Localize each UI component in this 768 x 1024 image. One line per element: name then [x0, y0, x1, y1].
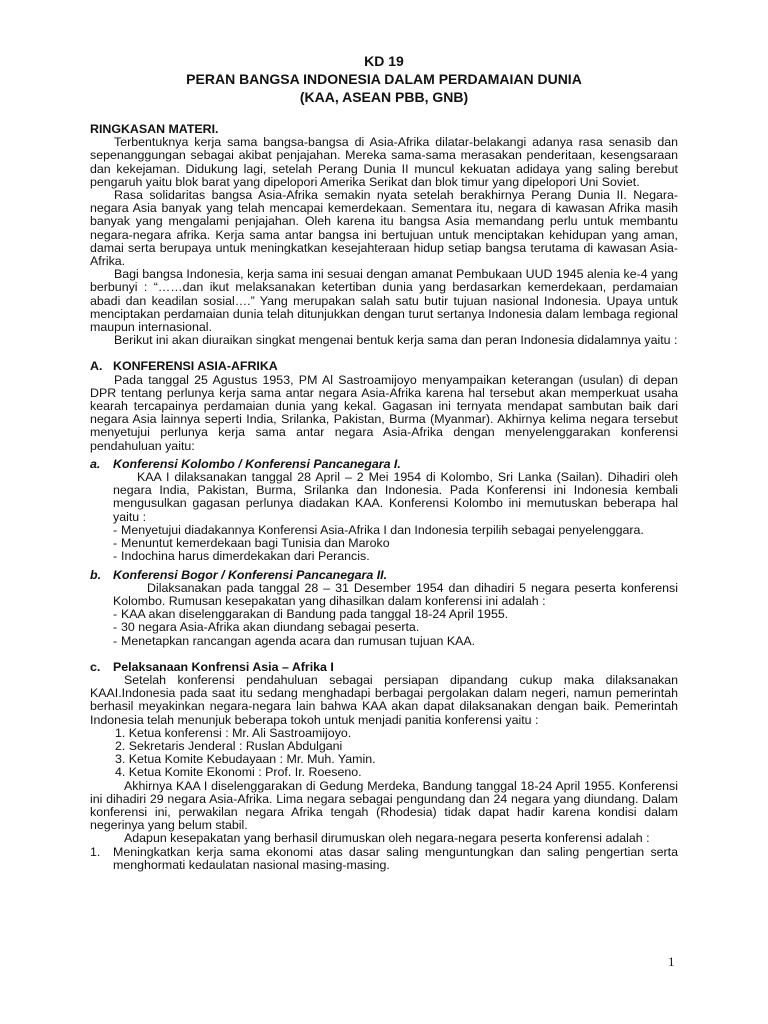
subsection-b-heading: [90, 569, 678, 582]
subsection-label: c.: [90, 659, 101, 674]
list-item: 1. Ketua konferensi : Mr. Ali Sastroamijoyo.: [115, 725, 352, 740]
subsection-c-paragraph: Adapun kesepakatan yang berhasil dirumuskan oleh negara-negara peserta konferensi adalah :: [124, 831, 650, 846]
panitia-list: [115, 727, 678, 780]
list-item: 2. Sekretaris Jenderal : Ruslan Abdulgani: [115, 738, 343, 753]
page-number: 1: [668, 954, 675, 969]
ringkasan-paragraph: Berikut ini akan diuraikan singkat mengenai bentuk kerja sama dan peran Indonesia didalamnya yaitu :: [114, 333, 678, 348]
section-title: KONFERENSI ASIA-AFRIKA: [113, 359, 278, 374]
subsection-label: b.: [90, 567, 102, 582]
subsection-b-paragraph: Dilaksanakan pada tanggal 28 – 31 Desember 1954 dan dihadiri 5 negara peserta konferensi Kolombo. Rumusan kesepakatan yang dihasilkan dalam konferensi ini adalah :: [113, 580, 678, 608]
document-title: PERAN BANGSA INDONESIA DALAM PERDAMAIAN DUNIA: [186, 71, 582, 87]
subsection-a-paragraph: KAA I dilaksanakan tanggal 28 April – 2 Mei 1954 di Kolombo, Sri Lanka (Sailan). Dihadiri oleh negara India, Pakistan, Burma, Srilanka dan Indonesia. Pada Konferensi ini Indonesia kembali mengusulkan gagasan perlunya diadakan KAA. Konferensi Kolombo ini memutuskan beberapa hal yaitu :: [113, 470, 678, 524]
subsection-label: a.: [90, 456, 101, 471]
list-item: - Menetapkan rancangan agenda acara dan rumusan tujuan KAA.: [113, 633, 476, 648]
document-subtitle: (KAA, ASEAN PBB, GNB): [299, 89, 469, 105]
list-item: - 30 negara Asia-Afrika akan diundang sebagai peserta.: [113, 620, 420, 635]
list-item: - Indochina harus dimerdekakan dari Perancis.: [113, 549, 370, 564]
subsection-title: Pelaksanaan Konfrensi Asia – Afrika I: [113, 659, 334, 674]
section-a-heading: [90, 360, 678, 373]
subsection-c-paragraph: Setelah konferensi pendahuluan sebagai persiapan dipandang cukup maka dilaksanakan KAAI.Indonesia pada saat itu sedang menghadapi berbagai pergolakan dalam negeri, namun pemerintah berhasil meyakinkan negara-negara lain bahwa KAA akan dapat dilaksanakan dengan baik. Pemerintah Indonesia telah menunjuk beberapa tokoh untuk menjadi panitia konferensi yaitu :: [90, 672, 678, 727]
ringkasan-paragraph: Bagi bangsa Indonesia, kerja sama ini sesuai dengan amanat Pembukaan UUD 1945 alenia ke-4 yang berbunyi : “……dan ikut melaksanakan ketertiban dunia yang berdasarkan kemerdekaan, perdamaian abadi dan keadilan sosial….” Yang merupakan salah satu butir tujuan nasional Indonesia. Upaya untuk menciptakan perdamaian dunia telah ditunjukkan dengan turut sertanya Indonesia dalam lembaga regional maupun internasional.: [90, 267, 678, 335]
section-label: A.: [90, 359, 103, 374]
document-body: [90, 123, 678, 872]
ringkasan-paragraph: Rasa solidaritas bangsa Asia-Afrika semakin nyata setelah berakhirnya Perang Dunia II. Negara-negara Asia banyak yang telah mencapai kemerdekaan. Sementara itu, negara di kawasan Afrika masih banyak yang mengalami penjajahan. Oleh karena itu bangsa Asia memandang perlu untuk membantu negara-negara afrika. Kerja sama antar bangsa ini bertujuan untuk menciptakan kehidupan yang aman, damai serta berupaya untuk meningkatkan kesejahteraan hidup setiap bangsa terutama di kawasan Asia-Afrika.: [90, 188, 678, 269]
list-item: - Menuntut kemerdekaan bagi Tunisia dan Maroko: [113, 536, 390, 551]
subsection-title: Konferensi Bogor / Konferensi Pancanegara II.: [113, 567, 388, 582]
ringkasan-paragraph: Terbentuknya kerja sama bangsa-bangsa di Asia-Afrika dilatar-belakangi adanya rasa senasib dan sepenanggungan sebagai akibat penjajahan. Mereka sama-sama merasakan penderitaan, kesengsaraan dan kekejaman. Didukung lagi, setelah Perang Dunia II muncul kekuatan adidaya yang saling berebut pengaruh yaitu blok barat yang dipelopori Amerika Serikat dan blok timur yang dipelopori Uni Soviet.: [90, 135, 678, 189]
list-item: 4. Ketua Komite Ekonomi : Prof. Ir. Roeseno.: [115, 765, 362, 780]
list-item: 3. Ketua Komite Kebudayaan : Mr. Muh. Yamin.: [115, 752, 376, 767]
document-code: KD 19: [364, 53, 404, 69]
subsection-c-paragraph: Akhirnya KAA I diselenggarakan di Gedung Merdeka, Bandung tanggal 18-24 April 1955. Konferensi ini dihadiri 29 negara Asia-Afrika. Lima negara sebagai pengundang dan 24 negara yang diundang. Dalam konferensi ini, perwakilan negara Afrika tengah (Rhodesia) tidak dapat hadir karena kondisi dalam negerinya yang belum stabil.: [90, 778, 678, 833]
section-a-paragraph: Pada tanggal 25 Agustus 1953, PM Al Sastroamijoyo menyampaikan keterangan (usulan) di depan DPR tentang perlunya kerja sama antar negara Asia-Afrika karena hal tersebut akan memperkuat usaha kearah tercapainya perdamaian dunia yang kekal. Gagasan ini ternyata mendapat sambutan baik dari negara Asia lainnya seperti India, Srilanka, Pakistan, Burma (Myanmar). Akhirnya kelima negara tersebut menyetujui perlunya kerja sama antar negara Asia-Afrika dengan menyelenggarakan konferensi pendahuluan yaitu:: [90, 372, 678, 453]
list-item: 1. Meningkatkan kerja sama ekonomi atas dasar saling menguntungkan dan saling pengertian serta menghormati kedaulatan nasional masing-masing.: [90, 844, 678, 872]
ringkasan-heading: RINGKASAN MATERI.: [90, 122, 219, 136]
list-item: - Menyetujui diadakannya Konferensi Asia-Afrika I dan Indonesia terpilih sebagai penyelenggara.: [113, 522, 644, 537]
list-item: - KAA akan diselenggarakan di Bandung pada tanggal 18-24 April 1955.: [113, 607, 509, 622]
subsection-title: Konferensi Kolombo / Konferensi Pancanegara I.: [113, 456, 401, 471]
subsection-c-heading: [90, 661, 678, 674]
